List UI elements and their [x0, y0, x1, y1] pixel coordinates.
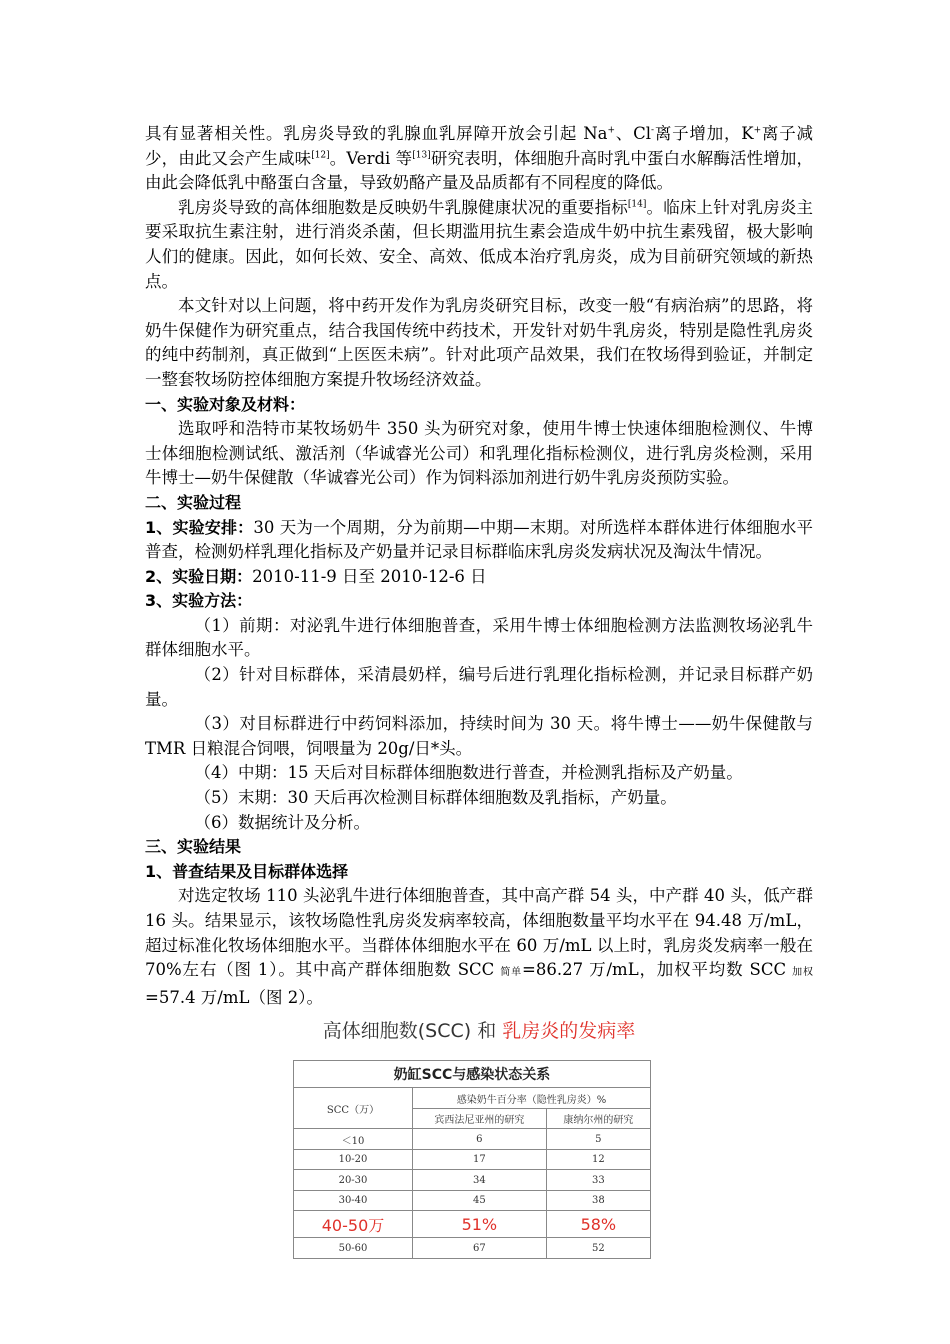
subsection-heading-3-1: 1、普查结果及目标群体选择: [145, 861, 349, 881]
paragraph-2: 乳房炎导致的高体细胞数是反映奶牛乳腺健康状况的重要指标[14]。临床上针对乳房炎主要采取抗生素注射，进行消炎杀菌，但长期滥用抗生素会造成牛奶中抗生素残留，极大影响人们的健康。因此，如何长效、安全、高效、低成本治疗乳房炎，成为目前研究领域的新热点。: [145, 197, 814, 291]
method-1: （1）前期：对泌乳牛进行体细胞普查，采用牛博士体细胞检测方法监测牧场泌乳牛群体细胞水平。: [145, 615, 813, 660]
step-3: 3、实验方法：: [145, 591, 253, 611]
method-4: （4）中期：15 天后对目标群体细胞数进行普查，并检测乳指标及产奶量。: [194, 763, 743, 783]
method-2: （2）针对目标群体，采清晨奶样，编号后进行乳理化指标检测，并记录目标群产奶量。: [145, 665, 813, 709]
paragraph-4: 选取呼和浩特市某牧场奶牛 350 头为研究对象，使用牛博士快速体细胞检测仪、牛博士体细胞检测试纸、激活剂（华诚睿光公司）和乳理化指标检测仪，进行乳房炎检测，采用牛博士—奶牛保健散（华诚睿光公司）作为饲料添加剂进行奶牛乳房炎预防实验。: [145, 419, 813, 488]
table-title: 奶缸SCC与感染状态关系: [294, 1061, 651, 1088]
method-6: （6）数据统计及分析。: [194, 812, 370, 832]
table-row-highlight: 40-50万 51% 58%: [294, 1211, 651, 1238]
figure-title: 高体细胞数(SCC) 和 乳房炎的发病率: [322, 1020, 636, 1043]
paragraph-5: 对选定牧场 110 头泌乳牛进行体细胞普查，其中高产群 54 头，中产群 40 头，低产群 16 头。结果显示，该牧场隐性乳房炎发病率较高，体细胞数量平均水平在 94.48 万/mL，超过标准化牧场体细胞水平。当群体体细胞水平在 60 万/mL 以上时，乳房炎发病率一般在 70%左右（图 1）。其中高产群体细胞数 SCC 简单=86.27 万/mL，加权平均数 SCC 加权=57.4 万/mL（图 2）。: [145, 886, 814, 1007]
citation-14: [14]: [627, 199, 647, 210]
section-heading-3: 三、实验结果: [145, 837, 242, 857]
section-heading-1: 一、实验对象及材料：: [145, 394, 306, 414]
paragraph-1: 具有显著相关性。乳房炎导致的乳腺血乳屏障开放会引起 Na+、Cl-离子增加，K+离子减少，由此又会产生咸味[12]。Verdi 等[13]研究表明，体细胞升高时乳中蛋白水解酶活性增加，由此会降低乳中酪蛋白含量，导致奶酪产量及品质都有不同程度的降低。: [145, 124, 814, 193]
table-row: 50-60 67 52: [294, 1238, 651, 1259]
table-row: 10-20 17 12: [294, 1149, 651, 1170]
table-row: ＜10 6 5: [294, 1129, 651, 1150]
document-page: [145, 122, 813, 1259]
table-row: 20-30 34 33: [294, 1170, 651, 1191]
method-5: （5）末期：30 天后再次检测目标群体细胞数及乳指标，产奶量。: [194, 788, 677, 808]
paragraph-3: 本文针对以上问题，将中药开发作为乳房炎研究目标，改变一般“有病治病”的思路，将奶牛保健作为研究重点，结合我国传统中药技术，开发针对奶牛乳房炎，特别是隐性乳房炎的纯中药制剂，真正做到“上医医未病”。针对此项产品效果，我们在牧场得到验证，并制定一整套牧场防控体细胞方案提升牧场经济效益。: [145, 296, 813, 389]
table-header-cornell: 康纳尔州的研究: [546, 1108, 650, 1129]
table-header-group: 感染奶牛百分率（隐性乳房炎）%: [413, 1088, 651, 1109]
scc-infection-table: [293, 1060, 651, 1259]
step-2: 2、实验日期：2010-11-9 日至 2010-12-6 日: [145, 566, 487, 586]
table-row: 30-40 45 38: [294, 1190, 651, 1211]
citation-12: [12]: [311, 150, 330, 161]
method-3: （3）对目标群进行中药饲料添加，持续时间为 30 天。将牛博士——奶牛保健散与 TMR 日粮混合饲喂，饲喂量为 20g/日*头。: [145, 714, 813, 758]
step-1: 1、实验安排：30 天为一个周期，分为前期—中期—末期。对所选样本群体进行体细胞水平普查，检测奶样乳理化指标及产奶量并记录目标群临床乳房炎发病状况及淘汰牛情况。: [145, 517, 813, 562]
figure-table: [293, 1060, 651, 1259]
table-header-penn: 宾西法尼亚州的研究: [413, 1108, 547, 1129]
citation-13: [13]: [412, 150, 431, 161]
table-header-scc: SCC（万）: [294, 1088, 413, 1129]
section-heading-2: 二、实验过程: [145, 492, 242, 512]
